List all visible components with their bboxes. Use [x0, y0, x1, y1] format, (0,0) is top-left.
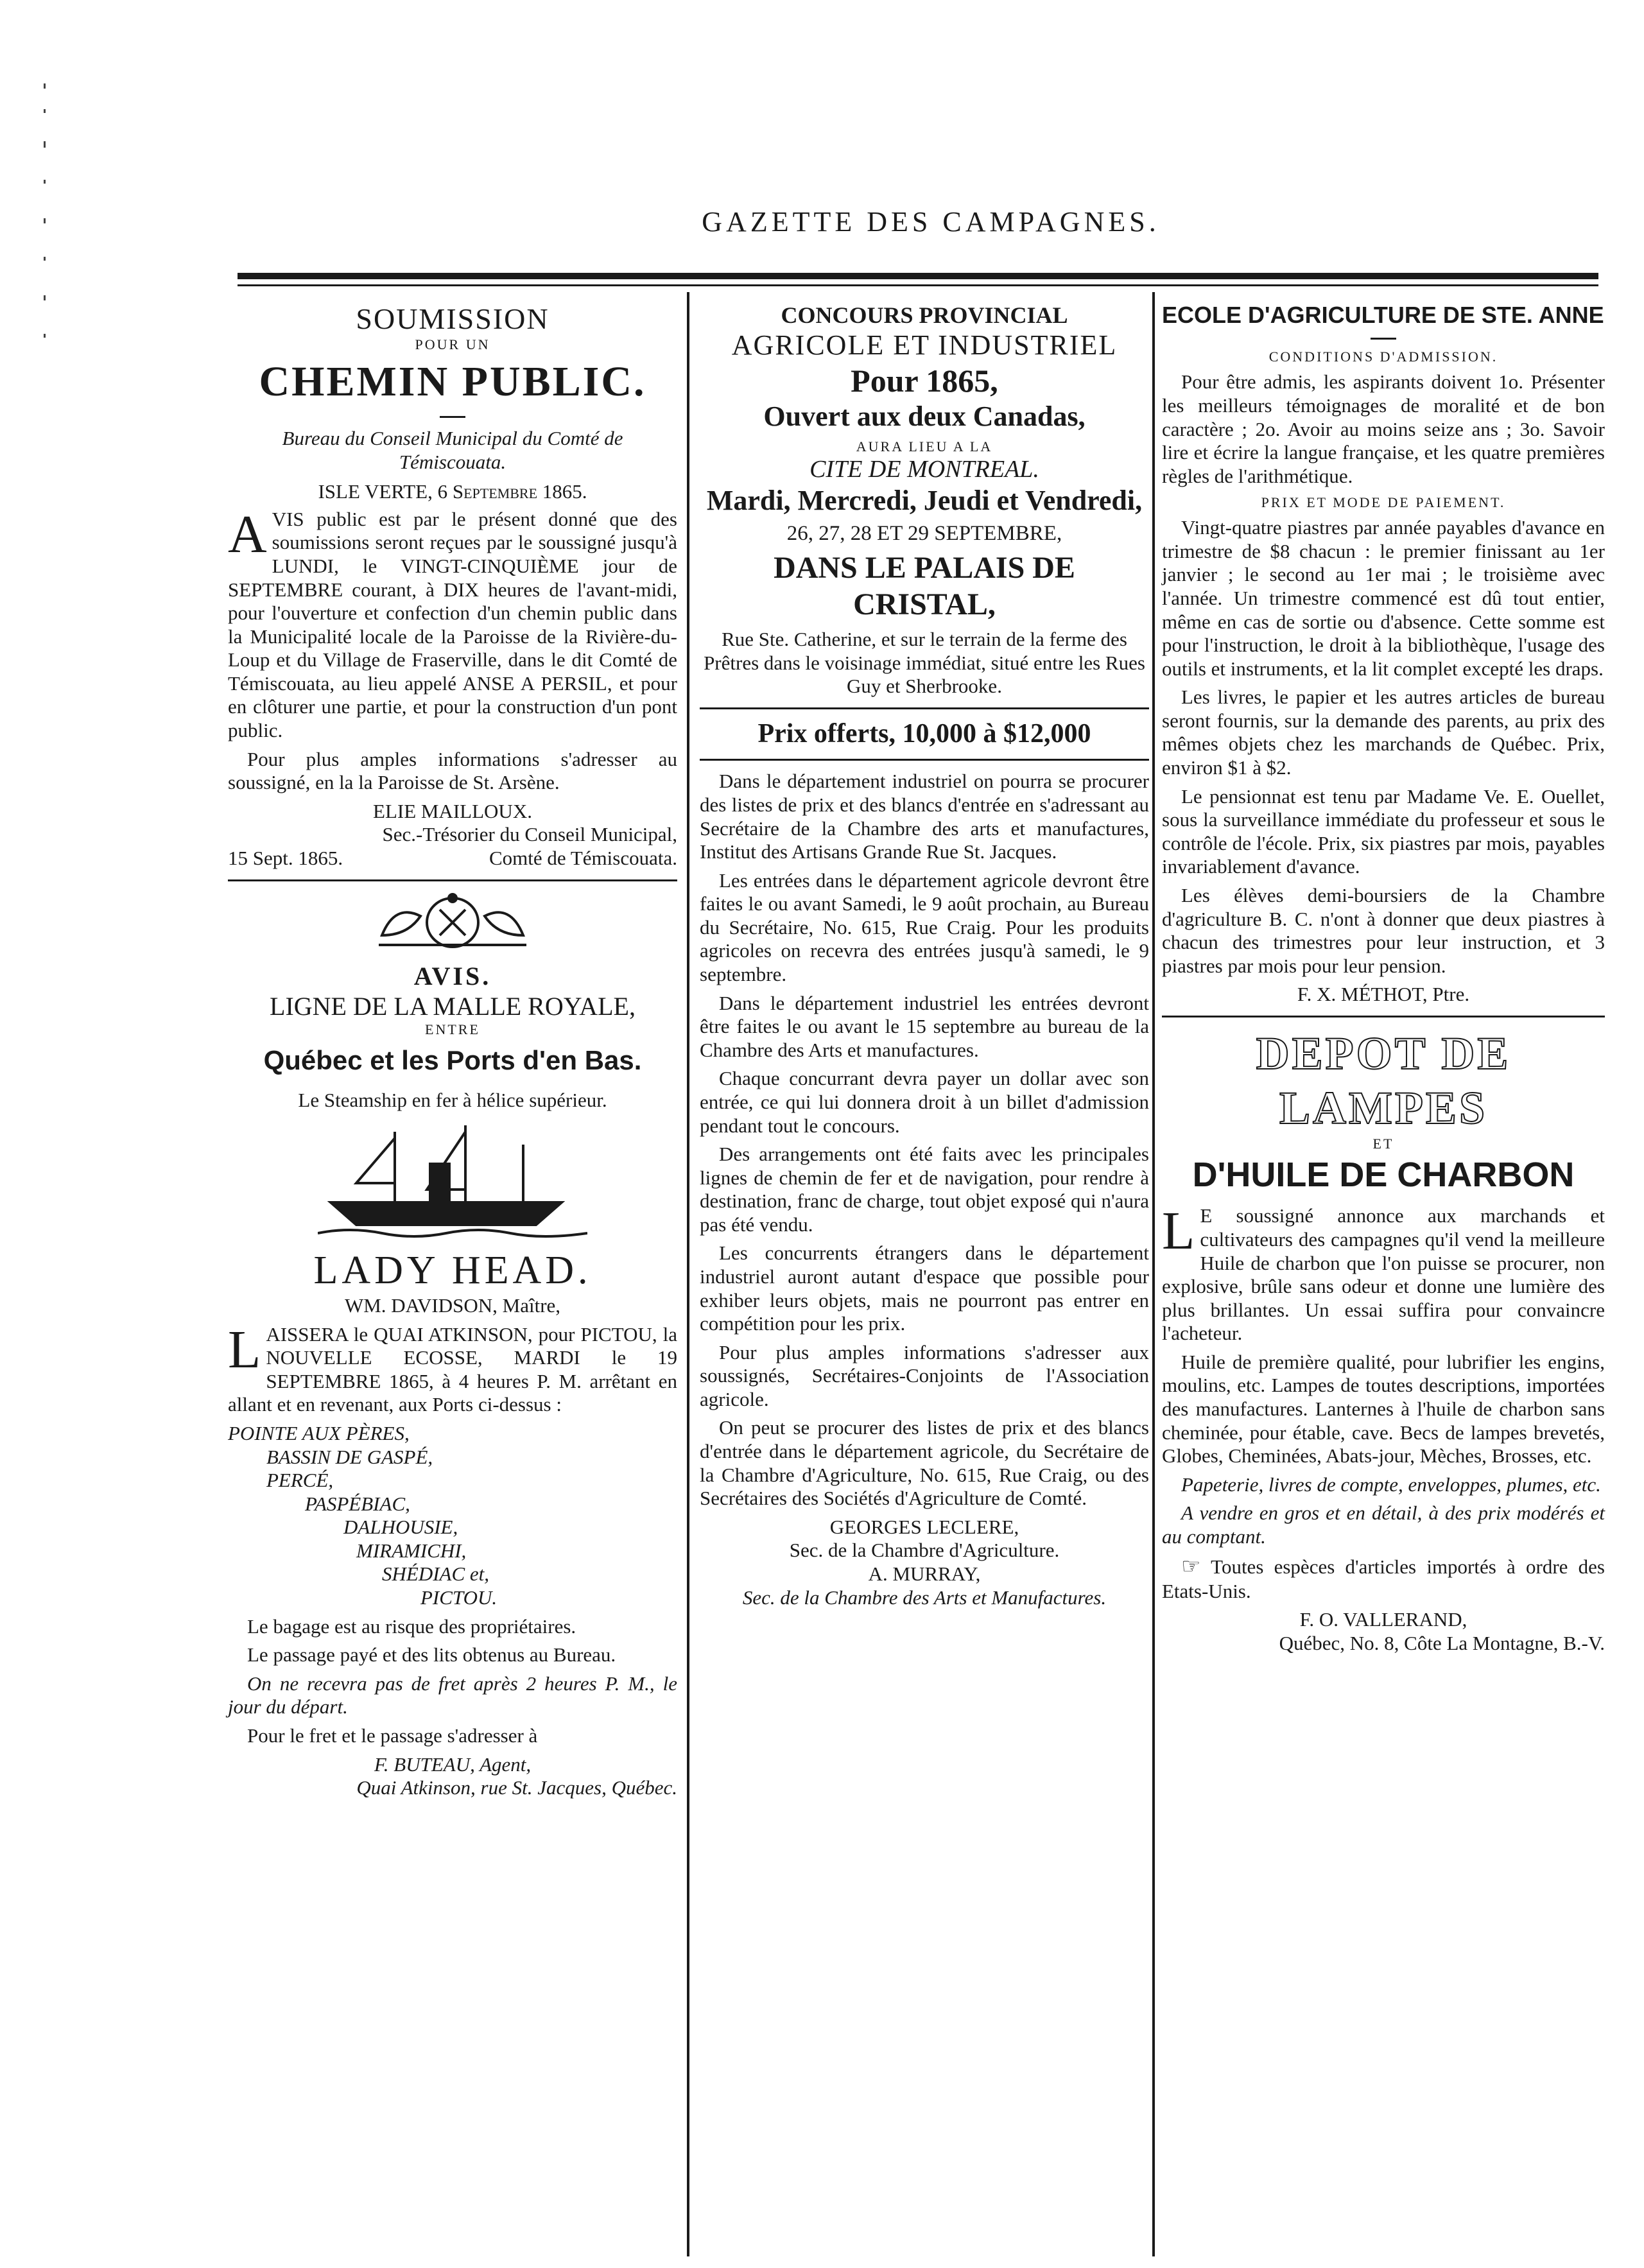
fret-contact: Pour le fret et le passage s'adresser à — [247, 1724, 538, 1747]
steamship-line: Le Steamship en fer à hélice supérieur. — [298, 1089, 607, 1112]
days-line: Mardi, Mercredi, Jeudi et Vendredi, — [706, 485, 1143, 517]
royal-arms-emblem — [369, 890, 536, 955]
concours-para-7: Pour plus amples informations s'adresser aux soussignés, Secrétaires-Conjoints de l'Association agricole. — [700, 1340, 1149, 1410]
cite-montreal: CITE DE MONTREAL. — [809, 456, 1039, 483]
ports-list — [228, 1422, 677, 1610]
signer-murray: A. MURRAY, — [868, 1562, 981, 1585]
agricole-title: AGRICOLE ET INDUSTRIEL — [731, 329, 1118, 361]
soumission-notice: AVIS public est par le présent donné que des soumissions seront reçues par le soussigné jusqu'à LUNDI, le VINGT-CINQUIÈME jour de SEPTEMBRE courant, à DIX heures de l'avant-midi, pour l'ouverture et confection d'un chemin public dans la Municipalité locale de la Paroisse de la Rivière-du-Loup et du Village de Fraserville, dans le dit Comté de Témiscouata, au lieu appelé ANSE A PERSIL, et pour en clôturer une partie, et pour la construction d'un pont public. — [228, 504, 677, 742]
column-divider-1 — [687, 292, 689, 2256]
vallerand-name: F. O. VALLERAND, — [1299, 1608, 1467, 1631]
fret-note: On ne recevra pas de fret après 2 heures P. M., le jour du départ. — [228, 1672, 677, 1718]
column-3 — [1162, 302, 1605, 1655]
conditions-text: Pour être admis, les aspirants doivent 1o. Présenter les meilleurs témoignages de moralité et de bon caractère ; 2o. Avoir au moins seize ans ; 3o. Savoir lire et écrire la langue française, et les quatre premières règles de l'arithmétique. — [1162, 370, 1605, 487]
agent-address: Quai Atkinson, rue St. Jacques, Québec. — [356, 1776, 677, 1799]
dateline: ISLE VERTE, 6 Septembre 1865. — [318, 480, 587, 503]
agent-name: F. BUTEAU, Agent, — [374, 1753, 532, 1776]
signer-leclere-title: Sec. de la Chambre d'Agriculture. — [789, 1539, 1060, 1562]
margin-ticks — [39, 71, 51, 456]
divider-dash — [1371, 338, 1396, 340]
importes-line — [1162, 1554, 1605, 1604]
lady-head-title: LADY HEAD. — [313, 1248, 592, 1292]
soumission-pour: POUR UN — [415, 336, 490, 353]
sail-notice: LAISSERA le QUAI ATKINSON, pour PICTOU, la NOUVELLE ECOSSE, MARDI le 19 SEPTEMBRE 1865, à 4 heures P. M. arrêtant en allant et en revenant, aux Ports ci-dessus : — [228, 1319, 677, 1416]
section-rule — [228, 879, 677, 881]
concours-para-1: Dans le département industriel on pourra se procurer des listes de prix et des blancs d'entrée en s'adressant au Secrétaire de la Chambre des arts et manufactures, Institut des Artisans Grande Rue St. Jacques. — [700, 770, 1149, 863]
depot-title: DEPOT DE LAMPES — [1256, 1027, 1511, 1134]
masthead-rule — [238, 273, 1598, 279]
port-item: BASSIN DE GASPÉ, — [266, 1445, 433, 1468]
boursiers-text: Les élèves demi-boursiers de la Chambre d'agriculture B. C. n'ont à donner que deux piastres à chacun des trimestres pour leur instruction, et 3 piastres par mois pour leur pension. — [1162, 883, 1605, 977]
sign-place: Comté de Témiscouata. — [489, 846, 677, 869]
port-item: MIRAMICHI, — [356, 1539, 467, 1562]
masthead: GAZETTE DES CAMPAGNES. — [702, 206, 1160, 238]
signer-title: Sec.-Trésorier du Conseil Municipal, — [382, 823, 677, 846]
baggage-note: Le bagage est au risque des propriétaires. — [247, 1614, 576, 1638]
pour-year: Pour 1865, — [851, 363, 998, 399]
column-2 — [700, 302, 1149, 1609]
ecole-title: ECOLE D'AGRICULTURE DE STE. ANNE — [1162, 302, 1604, 328]
methot-signature: F. X. MÉTHOT, Ptre. — [1297, 983, 1470, 1006]
prix-text: Vingt-quatre piastres par année payables d'avance en trimestre de $8 chacun : le premier finissant au 1er janvier ; le second au 1er mai ; le troisième avec l'année. Un trimestre commencé est dû tout entier, même en cas de sortie ou d'absence. Cette somme est pour l'instruction, le droit à la bibliothèque, l'usage des outils et instruments, et la lit complet excepté les draps. — [1162, 516, 1605, 680]
signer-name: ELIE MAILLOUX. — [373, 799, 532, 822]
papeterie-text: Papeterie, livres de compte, enveloppes, plumes, etc. — [1181, 1473, 1601, 1496]
signer-murray-title: Sec. de la Chambre des Arts et Manufactures. — [742, 1586, 1107, 1609]
signer-leclere: GEORGES LECLERE, — [829, 1515, 1019, 1538]
pension-text: Le pensionnat est tenu par Madame Ve. E. Ouellet, sous la surveillance immédiate du professeur et sous le contrôle de l'école. Prix, six piastres par mois, payables invariablement d'avance. — [1162, 784, 1605, 878]
entre-label: ENTRE — [425, 1021, 480, 1037]
quebec-ports: Québec et les Ports d'en Bas. — [263, 1044, 642, 1075]
prix-offerts: Prix offerts, 10,000 à $12,000 — [757, 718, 1091, 749]
chemin-public-title: CHEMIN PUBLIC. — [259, 358, 646, 406]
section-rule — [700, 759, 1149, 761]
concours-title: CONCOURS PROVINCIAL — [781, 302, 1068, 328]
port-item: SHÉDIAC et, — [382, 1562, 490, 1586]
dates-line: 26, 27, 28 ET 29 SEPTEMBRE, — [786, 521, 1062, 545]
vallerand-address: Québec, No. 8, Côte La Montagne, B.-V. — [1279, 1631, 1605, 1654]
concours-para-6: Les concurrents étrangers dans le département industriel auront autant d'espace que possible pour exhiber leurs objets, mais ne pourront pas entrer en compétition pour les prix. — [700, 1242, 1149, 1335]
master-line: WM. DAVIDSON, Maître, — [344, 1294, 561, 1317]
bureau-line: Bureau du Conseil Municipal du Comté de Témiscouata. — [282, 427, 623, 473]
section-rule — [1162, 1016, 1605, 1017]
divider-dash — [440, 416, 465, 418]
concours-para-3: Dans le département industriel les entrées devront être faites le ou avant le 15 septembre au bureau de la Chambre des Arts et manufactures. — [700, 991, 1149, 1061]
port-item: PERCÉ, — [266, 1469, 334, 1492]
sign-date: 15 Sept. 1865. — [228, 846, 343, 869]
port-item: PASPÉBIAC, — [305, 1492, 410, 1515]
column-divider-2 — [1152, 292, 1155, 2256]
location-text: Rue Ste. Catherine, et sur le terrain de la ferme des Prêtres dans le voisinage immédiat, situé entre les Rues Guy et Sherbrooke. — [704, 628, 1145, 698]
port-item: POINTE AUX PÈRES, — [228, 1422, 410, 1444]
soumission-title: SOUMISSION — [356, 302, 549, 335]
pointing-hand-icon: ☞ — [1181, 1554, 1201, 1579]
concours-para-4: Chaque concurrant devra payer un dollar avec son entrée, ce qui lui donnera droit à un billet d'admission pendant tout le concours. — [700, 1067, 1149, 1137]
port-item: DALHOUSIE, — [343, 1516, 458, 1539]
vendre-text: A vendre en gros et en détail, à des prix modérés et au comptant. — [1162, 1502, 1605, 1548]
palais-title: DANS LE PALAIS DE CRISTAL, — [774, 550, 1075, 621]
concours-para-5: Des arrangements ont été faits avec les principales lignes de chemin de fer et de navigation, pour rendre à destination, franc de charge, tout objet exposé qui n'aura pas été vendu. — [700, 1143, 1149, 1236]
livres-text: Les livres, le papier et les autres articles de bureau seront fournis, sur la demande des parents, au prix des mêmes objets chez les marchands de Québec. Prix, environ $1 à $2. — [1162, 686, 1605, 779]
column-1 — [228, 302, 677, 1800]
passage-note: Le passage payé et des lits obtenus au Bureau. — [247, 1643, 616, 1666]
malle-royale: LIGNE DE LA MALLE ROYALE, — [270, 991, 636, 1021]
ouvert-line: Ouvert aux deux Canadas, — [763, 401, 1086, 433]
avis-title: AVIS. — [413, 961, 492, 991]
signature-line — [228, 847, 677, 870]
soumission-info: Pour plus amples informations s'adresser au soussigné, en la la Paroisse de St. Arsène. — [228, 747, 677, 794]
annonce-text: LE soussigné annonce aux marchands et cultivateurs des campagnes qu'il vend la meilleure Huile de charbon que l'on puisse se procurer, non explosive, brûle sans odeur et donne une lumière des plus brillantes. Un essai suffira pour convaincre l'acheteur. — [1162, 1201, 1605, 1345]
concours-para-8: On peut se procurer des listes de prix et des blancs d'entrée dans le département agricole, du Secrétaire de la Chambre d'Agriculture, No. 615, Rue Craig, ou des Secrétaires des Sociétés d'Agriculture de Comté. — [700, 1416, 1149, 1510]
section-rule — [700, 707, 1149, 709]
port-item: PICTOU. — [420, 1586, 498, 1609]
huile-title: D'HUILE DE CHARBON — [1192, 1155, 1575, 1194]
steamship-illustration — [318, 1119, 587, 1241]
prix-mode-heading: PRIX ET MODE DE PAIEMENT. — [1261, 494, 1506, 511]
conditions-heading: CONDITIONS D'ADMISSION. — [1268, 349, 1498, 365]
aura-lieu: AURA LIEU A LA — [856, 438, 993, 455]
huile-premiere-text: Huile de première qualité, pour lubrifier les engins, moulins, etc. Lampes de toutes descriptions, importées des manufactures. Lanternes à l'huile de charbon sans cheminée, pour étable, cave. Becs de lampes brevetés, Globes, Cheminées, Abats-jour, Mèches, Brosses, etc. — [1162, 1350, 1605, 1467]
masthead-rule-thin — [238, 284, 1598, 286]
concours-para-2: Les entrées dans le département agricole devront être faites le ou avant Samedi, le 9 août prochain, au Bureau du Secrétaire, No. 615, Rue Craig. Pour les produits agricoles on recevra des entrées jusqu'à samedi, le 9 septembre. — [700, 869, 1149, 986]
importes-text: Toutes espèces d'articles importés à ordre des Etats-Unis. — [1162, 1555, 1605, 1602]
depot-et: ET — [1372, 1135, 1394, 1152]
